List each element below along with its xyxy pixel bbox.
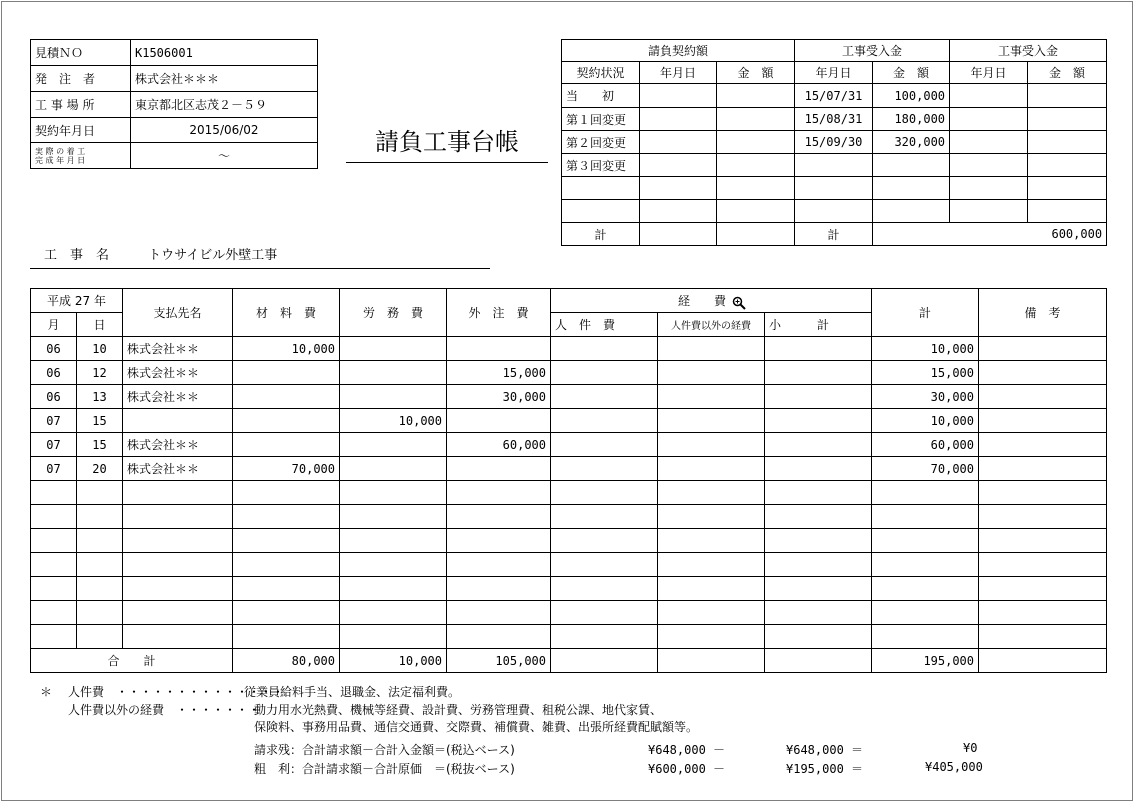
contract-total-label: 計 bbox=[562, 223, 640, 246]
ledger-subtotal[interactable] bbox=[765, 601, 872, 625]
receipt1-date-header: 年月日 bbox=[795, 62, 873, 84]
contract-amount-subheader: 金 額 bbox=[717, 62, 795, 84]
ledger-subcontract[interactable] bbox=[447, 625, 551, 649]
ledger-non-personnel[interactable] bbox=[658, 385, 765, 409]
ledger-day[interactable] bbox=[77, 505, 123, 529]
ledger-total bbox=[872, 481, 979, 505]
contract-status: 第３回変更 bbox=[562, 154, 640, 177]
era-label: 平成 bbox=[47, 294, 72, 308]
ledger-subtotal[interactable] bbox=[765, 529, 872, 553]
gross-profit-b: ¥195,000 ＝ bbox=[786, 762, 864, 776]
ledger-total: 15,000 bbox=[872, 361, 979, 385]
contract-amount-cell[interactable] bbox=[717, 84, 795, 108]
ledger-labor[interactable] bbox=[340, 481, 447, 505]
project-name bbox=[44, 244, 277, 263]
page-title: 請負工事台帳 bbox=[375, 128, 519, 156]
gross-profit-label: 粗 利：合計請求額－合計原価 ＝(税抜ベース) bbox=[254, 762, 515, 776]
ledger-labor[interactable] bbox=[340, 529, 447, 553]
ledger-subtotal[interactable] bbox=[765, 361, 872, 385]
project-name-value[interactable]: トウサイビル外壁工事 bbox=[148, 248, 278, 263]
ledger-labor[interactable] bbox=[340, 553, 447, 577]
ledger-non-personnel[interactable] bbox=[658, 361, 765, 385]
ledger-subtotal[interactable] bbox=[765, 409, 872, 433]
contract-total-date bbox=[640, 223, 717, 246]
contract-status: 第１回変更 bbox=[562, 108, 640, 131]
ledger-payee[interactable] bbox=[123, 553, 233, 577]
billing-balance-a: ¥648,000 － bbox=[648, 743, 726, 757]
ledger-non-personnel[interactable] bbox=[658, 577, 765, 601]
ledger-row bbox=[31, 457, 1107, 481]
receipt-total-value: 600,000 bbox=[873, 223, 1107, 246]
receipt1-date-cell[interactable]: 15/08/31 bbox=[795, 108, 873, 131]
ledger-day[interactable]: 13 bbox=[77, 385, 123, 409]
ledger-table bbox=[30, 288, 1107, 673]
contract-amount-cell[interactable] bbox=[717, 154, 795, 177]
ledger-day[interactable]: 20 bbox=[77, 457, 123, 481]
ledger-row bbox=[31, 385, 1107, 409]
ledger-non-personnel[interactable] bbox=[658, 625, 765, 649]
ledger-remarks[interactable] bbox=[979, 601, 1107, 625]
receipt2-amount-cell[interactable] bbox=[1028, 84, 1107, 108]
ledger-subcontract[interactable]: 15,000 bbox=[447, 361, 551, 385]
ledger-row bbox=[31, 361, 1107, 385]
ledger-material[interactable] bbox=[233, 361, 340, 385]
ledger-non-personnel[interactable] bbox=[658, 433, 765, 457]
receipt2-date-cell[interactable] bbox=[950, 84, 1028, 108]
contract-amount-header: 請負契約額 bbox=[562, 40, 795, 62]
ledger-personnel[interactable] bbox=[551, 433, 658, 457]
ledger-subcontract[interactable] bbox=[447, 529, 551, 553]
contract-row bbox=[562, 177, 1107, 200]
receipt2-date-cell[interactable] bbox=[950, 154, 1028, 177]
ledger-material[interactable]: 10,000 bbox=[233, 337, 340, 361]
ledger-day[interactable] bbox=[77, 553, 123, 577]
ledger-remarks[interactable] bbox=[979, 529, 1107, 553]
era-header bbox=[31, 289, 123, 313]
ledger-total: 70,000 bbox=[872, 457, 979, 481]
contract-date-cell[interactable] bbox=[640, 177, 717, 200]
receipt1-amount-cell[interactable]: 100,000 bbox=[873, 84, 950, 108]
ledger-subcontract[interactable] bbox=[447, 577, 551, 601]
receipt1-amount-cell[interactable]: 180,000 bbox=[873, 108, 950, 131]
ledger-non-personnel[interactable] bbox=[658, 601, 765, 625]
receipt-total-label: 計 bbox=[795, 223, 873, 246]
ledger-personnel[interactable] bbox=[551, 457, 658, 481]
receipt2-amount-cell[interactable] bbox=[1028, 177, 1107, 200]
ledger-payee[interactable]: 株式会社＊＊ bbox=[123, 433, 233, 457]
ledger-day[interactable]: 15 bbox=[77, 433, 123, 457]
ledger-subcontract[interactable] bbox=[447, 601, 551, 625]
actual-dates-label bbox=[31, 143, 131, 169]
ledger-personnel[interactable] bbox=[551, 553, 658, 577]
ledger-payee[interactable]: 株式会社＊＊ bbox=[123, 385, 233, 409]
ledger-remarks[interactable] bbox=[979, 433, 1107, 457]
contract-amount-cell[interactable] bbox=[717, 108, 795, 131]
day-header: 日 bbox=[77, 313, 123, 337]
project-name-underline bbox=[30, 268, 490, 269]
ledger-material[interactable] bbox=[233, 601, 340, 625]
ledger-payee[interactable] bbox=[123, 481, 233, 505]
sum-remarks bbox=[979, 649, 1107, 673]
contract-status: 第２回変更 bbox=[562, 131, 640, 154]
ledger-remarks[interactable] bbox=[979, 337, 1107, 361]
era-year[interactable]: 27 bbox=[74, 294, 91, 308]
ledger-sum-row bbox=[31, 649, 1107, 673]
ledger-subtotal[interactable] bbox=[765, 625, 872, 649]
ledger-subtotal[interactable] bbox=[765, 505, 872, 529]
material-header: 材 料 費 bbox=[233, 289, 340, 337]
ledger-row bbox=[31, 433, 1107, 457]
ledger-labor[interactable] bbox=[340, 601, 447, 625]
contract-total-amount bbox=[717, 223, 795, 246]
ledger-month[interactable] bbox=[31, 529, 77, 553]
ledger-material[interactable] bbox=[233, 433, 340, 457]
ledger-row bbox=[31, 337, 1107, 361]
contract-date-cell[interactable] bbox=[640, 200, 717, 223]
total-header: 計 bbox=[872, 289, 979, 337]
contract-status bbox=[562, 177, 640, 200]
client-label: 発 注 者 bbox=[31, 66, 131, 92]
ledger-payee[interactable] bbox=[123, 625, 233, 649]
ledger-non-personnel[interactable] bbox=[658, 457, 765, 481]
ledger-payee[interactable] bbox=[123, 601, 233, 625]
ledger-personnel[interactable] bbox=[551, 529, 658, 553]
note-nonpersonnel-text2: 保険料、事務用品費、通信交通費、交際費、補償費、雑費、出張所経費配賦額等。 bbox=[254, 720, 699, 734]
ledger-day[interactable] bbox=[77, 601, 123, 625]
billing-balance-b: ¥648,000 ＝ bbox=[786, 743, 864, 757]
subtotal-header: 小 計 bbox=[765, 313, 872, 337]
ledger-month[interactable]: 07 bbox=[31, 409, 77, 433]
estimate-info-table bbox=[30, 39, 318, 169]
contract-status-header: 契約状況 bbox=[562, 62, 640, 84]
receipt2-date-cell[interactable] bbox=[950, 200, 1028, 223]
sum-non-personnel bbox=[658, 649, 765, 673]
ledger-payee[interactable] bbox=[123, 577, 233, 601]
contract-status: 当 初 bbox=[562, 84, 640, 108]
ledger-non-personnel[interactable] bbox=[658, 481, 765, 505]
ledger-material[interactable] bbox=[233, 553, 340, 577]
receipt1-date-cell[interactable]: 15/07/31 bbox=[795, 84, 873, 108]
ledger-labor[interactable] bbox=[340, 361, 447, 385]
receipt1-date-cell[interactable] bbox=[795, 154, 873, 177]
contract-total-row bbox=[562, 223, 1107, 246]
ledger-total: 10,000 bbox=[872, 409, 979, 433]
actual-dates-label-line2: 完 成 年 月 日 bbox=[35, 155, 86, 165]
receipt2-amount-header: 金 額 bbox=[1028, 62, 1107, 84]
ledger-month[interactable] bbox=[31, 505, 77, 529]
expenses-header bbox=[551, 289, 872, 313]
ledger-total bbox=[872, 601, 979, 625]
receipt-header-2: 工事受入金 bbox=[950, 40, 1107, 62]
note-personnel-label: 人件費 ・・・・・・・・・・・・・・ bbox=[68, 685, 285, 699]
sum-material: 80,000 bbox=[233, 649, 340, 673]
ledger-month[interactable]: 06 bbox=[31, 361, 77, 385]
ledger-row bbox=[31, 505, 1107, 529]
ledger-total bbox=[872, 505, 979, 529]
note-personnel-text: 従業員給料手当、退職金、法定福利費。 bbox=[244, 685, 461, 699]
receipt-header-1: 工事受入金 bbox=[795, 40, 950, 62]
ledger-subcontract[interactable] bbox=[447, 337, 551, 361]
ledger-subcontract[interactable] bbox=[447, 409, 551, 433]
actual-dates-value[interactable]: ～ bbox=[131, 143, 318, 169]
sum-subtotal bbox=[765, 649, 872, 673]
expenses-header-label: 経 費 bbox=[678, 294, 727, 308]
ledger-payee[interactable]: 株式会社＊＊ bbox=[123, 361, 233, 385]
ledger-remarks[interactable] bbox=[979, 553, 1107, 577]
ledger-day[interactable]: 15 bbox=[77, 409, 123, 433]
receipt2-date-cell[interactable] bbox=[950, 108, 1028, 131]
subcontract-header: 外 注 費 bbox=[447, 289, 551, 337]
ledger-subcontract[interactable]: 60,000 bbox=[447, 433, 551, 457]
ledger-remarks[interactable] bbox=[979, 385, 1107, 409]
receipt2-date-cell[interactable] bbox=[950, 131, 1028, 154]
ledger-subtotal[interactable] bbox=[765, 481, 872, 505]
ledger-labor[interactable] bbox=[340, 433, 447, 457]
ledger-material[interactable] bbox=[233, 409, 340, 433]
contract-date-label: 契約年月日 bbox=[31, 118, 131, 143]
ledger-labor[interactable] bbox=[340, 385, 447, 409]
ledger-day[interactable]: 12 bbox=[77, 361, 123, 385]
ledger-labor[interactable] bbox=[340, 625, 447, 649]
ledger-remarks[interactable] bbox=[979, 409, 1107, 433]
ledger-personnel[interactable] bbox=[551, 601, 658, 625]
ledger-subtotal[interactable] bbox=[765, 433, 872, 457]
ledger-row bbox=[31, 409, 1107, 433]
actual-dates-label-line1: 実 際 の 着 工 bbox=[35, 146, 86, 156]
ledger-payee[interactable]: 株式会社＊＊ bbox=[123, 457, 233, 481]
sum-personnel bbox=[551, 649, 658, 673]
ledger-subcontract[interactable] bbox=[447, 505, 551, 529]
ledger-personnel[interactable] bbox=[551, 409, 658, 433]
ledger-month[interactable] bbox=[31, 601, 77, 625]
ledger-row bbox=[31, 577, 1107, 601]
title-underline bbox=[346, 162, 548, 163]
note-nonpersonnel-text1: 動力用水光熱費、機械等経費、設計費、労務管理費、租税公課、地代家賃、 bbox=[254, 703, 663, 717]
ledger-labor[interactable]: 10,000 bbox=[340, 409, 447, 433]
receipt1-amount-cell[interactable] bbox=[873, 154, 950, 177]
ledger-material[interactable]: 70,000 bbox=[233, 457, 340, 481]
receipt1-date-cell[interactable]: 15/09/30 bbox=[795, 131, 873, 154]
ledger-material[interactable] bbox=[233, 481, 340, 505]
gross-profit-a: ¥600,000 － bbox=[648, 762, 726, 776]
ledger-total: 30,000 bbox=[872, 385, 979, 409]
sum-labor: 10,000 bbox=[340, 649, 447, 673]
ledger-subtotal[interactable] bbox=[765, 337, 872, 361]
month-header: 月 bbox=[31, 313, 77, 337]
ledger-payee[interactable] bbox=[123, 529, 233, 553]
contract-row bbox=[562, 200, 1107, 223]
ledger-subcontract[interactable] bbox=[447, 553, 551, 577]
ledger-subtotal[interactable] bbox=[765, 553, 872, 577]
contract-row bbox=[562, 154, 1107, 177]
ledger-non-personnel[interactable] bbox=[658, 409, 765, 433]
ledger-subtotal[interactable] bbox=[765, 577, 872, 601]
contract-date-header: 年月日 bbox=[640, 62, 717, 84]
ledger-payee[interactable] bbox=[123, 505, 233, 529]
ledger-month[interactable] bbox=[31, 553, 77, 577]
receipt1-date-cell[interactable] bbox=[795, 177, 873, 200]
contract-row bbox=[562, 108, 1107, 131]
receipt2-date-cell[interactable] bbox=[950, 177, 1028, 200]
receipt2-amount-cell[interactable] bbox=[1028, 154, 1107, 177]
receipt1-amount-cell[interactable] bbox=[873, 200, 950, 223]
ledger-month[interactable]: 06 bbox=[31, 385, 77, 409]
contract-date-value[interactable]: 2015/06/02 bbox=[131, 118, 318, 143]
estimate-no-value[interactable]: K1506001 bbox=[131, 40, 318, 66]
billing-balance-c: ¥0 bbox=[963, 741, 978, 755]
contract-status bbox=[562, 200, 640, 223]
ledger-body bbox=[31, 337, 1107, 649]
ledger-non-personnel[interactable] bbox=[658, 337, 765, 361]
ledger-remarks[interactable] bbox=[979, 481, 1107, 505]
site-label: 工 事 場 所 bbox=[31, 92, 131, 118]
ledger-total: 60,000 bbox=[872, 433, 979, 457]
receipt1-date-cell[interactable] bbox=[795, 200, 873, 223]
project-name-label: 工 事 名 bbox=[44, 248, 110, 263]
ledger-personnel[interactable] bbox=[551, 337, 658, 361]
ledger-row bbox=[31, 529, 1107, 553]
ledger-personnel[interactable] bbox=[551, 625, 658, 649]
billing-balance-label: 請求残：合計請求額－合計入金額＝(税込ベース) bbox=[254, 743, 515, 757]
ledger-day[interactable] bbox=[77, 577, 123, 601]
contract-amount-cell[interactable] bbox=[717, 131, 795, 154]
ledger-day[interactable] bbox=[77, 529, 123, 553]
ledger-labor[interactable] bbox=[340, 457, 447, 481]
ledger-remarks[interactable] bbox=[979, 505, 1107, 529]
receipt2-amount-cell[interactable] bbox=[1028, 200, 1107, 223]
contract-amount-cell[interactable] bbox=[717, 177, 795, 200]
estimate-no-label: 見積ＮＯ bbox=[31, 40, 131, 66]
ledger-remarks[interactable] bbox=[979, 361, 1107, 385]
contract-date-cell[interactable] bbox=[640, 108, 717, 131]
ledger-non-personnel[interactable] bbox=[658, 505, 765, 529]
receipt1-amount-cell[interactable]: 320,000 bbox=[873, 131, 950, 154]
ledger-remarks[interactable] bbox=[979, 577, 1107, 601]
era-year-unit: 年 bbox=[93, 294, 106, 308]
contract-row bbox=[562, 131, 1107, 154]
ledger-row bbox=[31, 553, 1107, 577]
ledger-month[interactable] bbox=[31, 481, 77, 505]
gross-profit-c: ¥405,000 bbox=[925, 760, 983, 774]
ledger-material[interactable] bbox=[233, 385, 340, 409]
note-star: ＊ bbox=[40, 685, 53, 699]
client-value[interactable]: 株式会社＊＊＊ bbox=[131, 66, 318, 92]
ledger-subcontract[interactable] bbox=[447, 481, 551, 505]
contract-date-cell[interactable] bbox=[640, 131, 717, 154]
contract-date-cell[interactable] bbox=[640, 84, 717, 108]
receipt2-amount-cell[interactable] bbox=[1028, 131, 1107, 154]
ledger-labor[interactable] bbox=[340, 337, 447, 361]
contract-amount-cell[interactable] bbox=[717, 200, 795, 223]
ledger-non-personnel[interactable] bbox=[658, 553, 765, 577]
ledger-remarks[interactable] bbox=[979, 625, 1107, 649]
ledger-total bbox=[872, 577, 979, 601]
ledger-non-personnel[interactable] bbox=[658, 529, 765, 553]
ledger-total: 10,000 bbox=[872, 337, 979, 361]
ledger-material[interactable] bbox=[233, 505, 340, 529]
receipt1-amount-cell[interactable] bbox=[873, 177, 950, 200]
ledger-personnel[interactable] bbox=[551, 505, 658, 529]
non-personnel-header: 人件費以外の経費 bbox=[658, 313, 765, 337]
ledger-payee[interactable] bbox=[123, 409, 233, 433]
sum-label: 合 計 bbox=[31, 649, 233, 673]
ledger-month[interactable]: 07 bbox=[31, 433, 77, 457]
ledger-material[interactable] bbox=[233, 625, 340, 649]
contract-table bbox=[561, 39, 1107, 246]
ledger-subcontract[interactable] bbox=[447, 457, 551, 481]
ledger-day[interactable] bbox=[77, 625, 123, 649]
payee-header: 支払先名 bbox=[123, 289, 233, 337]
labor-header: 労 務 費 bbox=[340, 289, 447, 337]
receipt2-date-header: 年月日 bbox=[950, 62, 1028, 84]
ledger-subtotal[interactable] bbox=[765, 385, 872, 409]
ledger-total bbox=[872, 529, 979, 553]
ledger-material[interactable] bbox=[233, 577, 340, 601]
sum-subcontract: 105,000 bbox=[447, 649, 551, 673]
ledger-row bbox=[31, 481, 1107, 505]
ledger-payee[interactable]: 株式会社＊＊ bbox=[123, 337, 233, 361]
ledger-personnel[interactable] bbox=[551, 481, 658, 505]
ledger-subtotal[interactable] bbox=[765, 457, 872, 481]
ledger-total bbox=[872, 625, 979, 649]
contract-date-cell[interactable] bbox=[640, 154, 717, 177]
ledger-personnel[interactable] bbox=[551, 577, 658, 601]
sum-total: 195,000 bbox=[872, 649, 979, 673]
ledger-labor[interactable] bbox=[340, 505, 447, 529]
ledger-material[interactable] bbox=[233, 529, 340, 553]
ledger-total bbox=[872, 553, 979, 577]
ledger-month[interactable] bbox=[31, 577, 77, 601]
receipt2-amount-cell[interactable] bbox=[1028, 108, 1107, 131]
remarks-header: 備 考 bbox=[979, 289, 1107, 337]
receipt1-amount-header: 金 額 bbox=[873, 62, 950, 84]
ledger-subcontract[interactable]: 30,000 bbox=[447, 385, 551, 409]
magnifier-icon[interactable] bbox=[732, 296, 744, 308]
ledger-day[interactable] bbox=[77, 481, 123, 505]
ledger-labor[interactable] bbox=[340, 577, 447, 601]
ledger-row bbox=[31, 601, 1107, 625]
contract-row bbox=[562, 84, 1107, 108]
ledger-month[interactable]: 06 bbox=[31, 337, 77, 361]
ledger-row bbox=[31, 625, 1107, 649]
ledger-month[interactable] bbox=[31, 625, 77, 649]
ledger-month[interactable]: 07 bbox=[31, 457, 77, 481]
ledger-remarks[interactable] bbox=[979, 457, 1107, 481]
site-value[interactable]: 東京都北区志茂２－５９ bbox=[131, 92, 318, 118]
ledger-personnel[interactable] bbox=[551, 361, 658, 385]
personnel-header: 人 件 費 bbox=[551, 313, 658, 337]
ledger-day[interactable]: 10 bbox=[77, 337, 123, 361]
note-nonpersonnel-label: 人件費以外の経費 ・・・・・・・ bbox=[68, 703, 261, 717]
ledger-personnel[interactable] bbox=[551, 385, 658, 409]
